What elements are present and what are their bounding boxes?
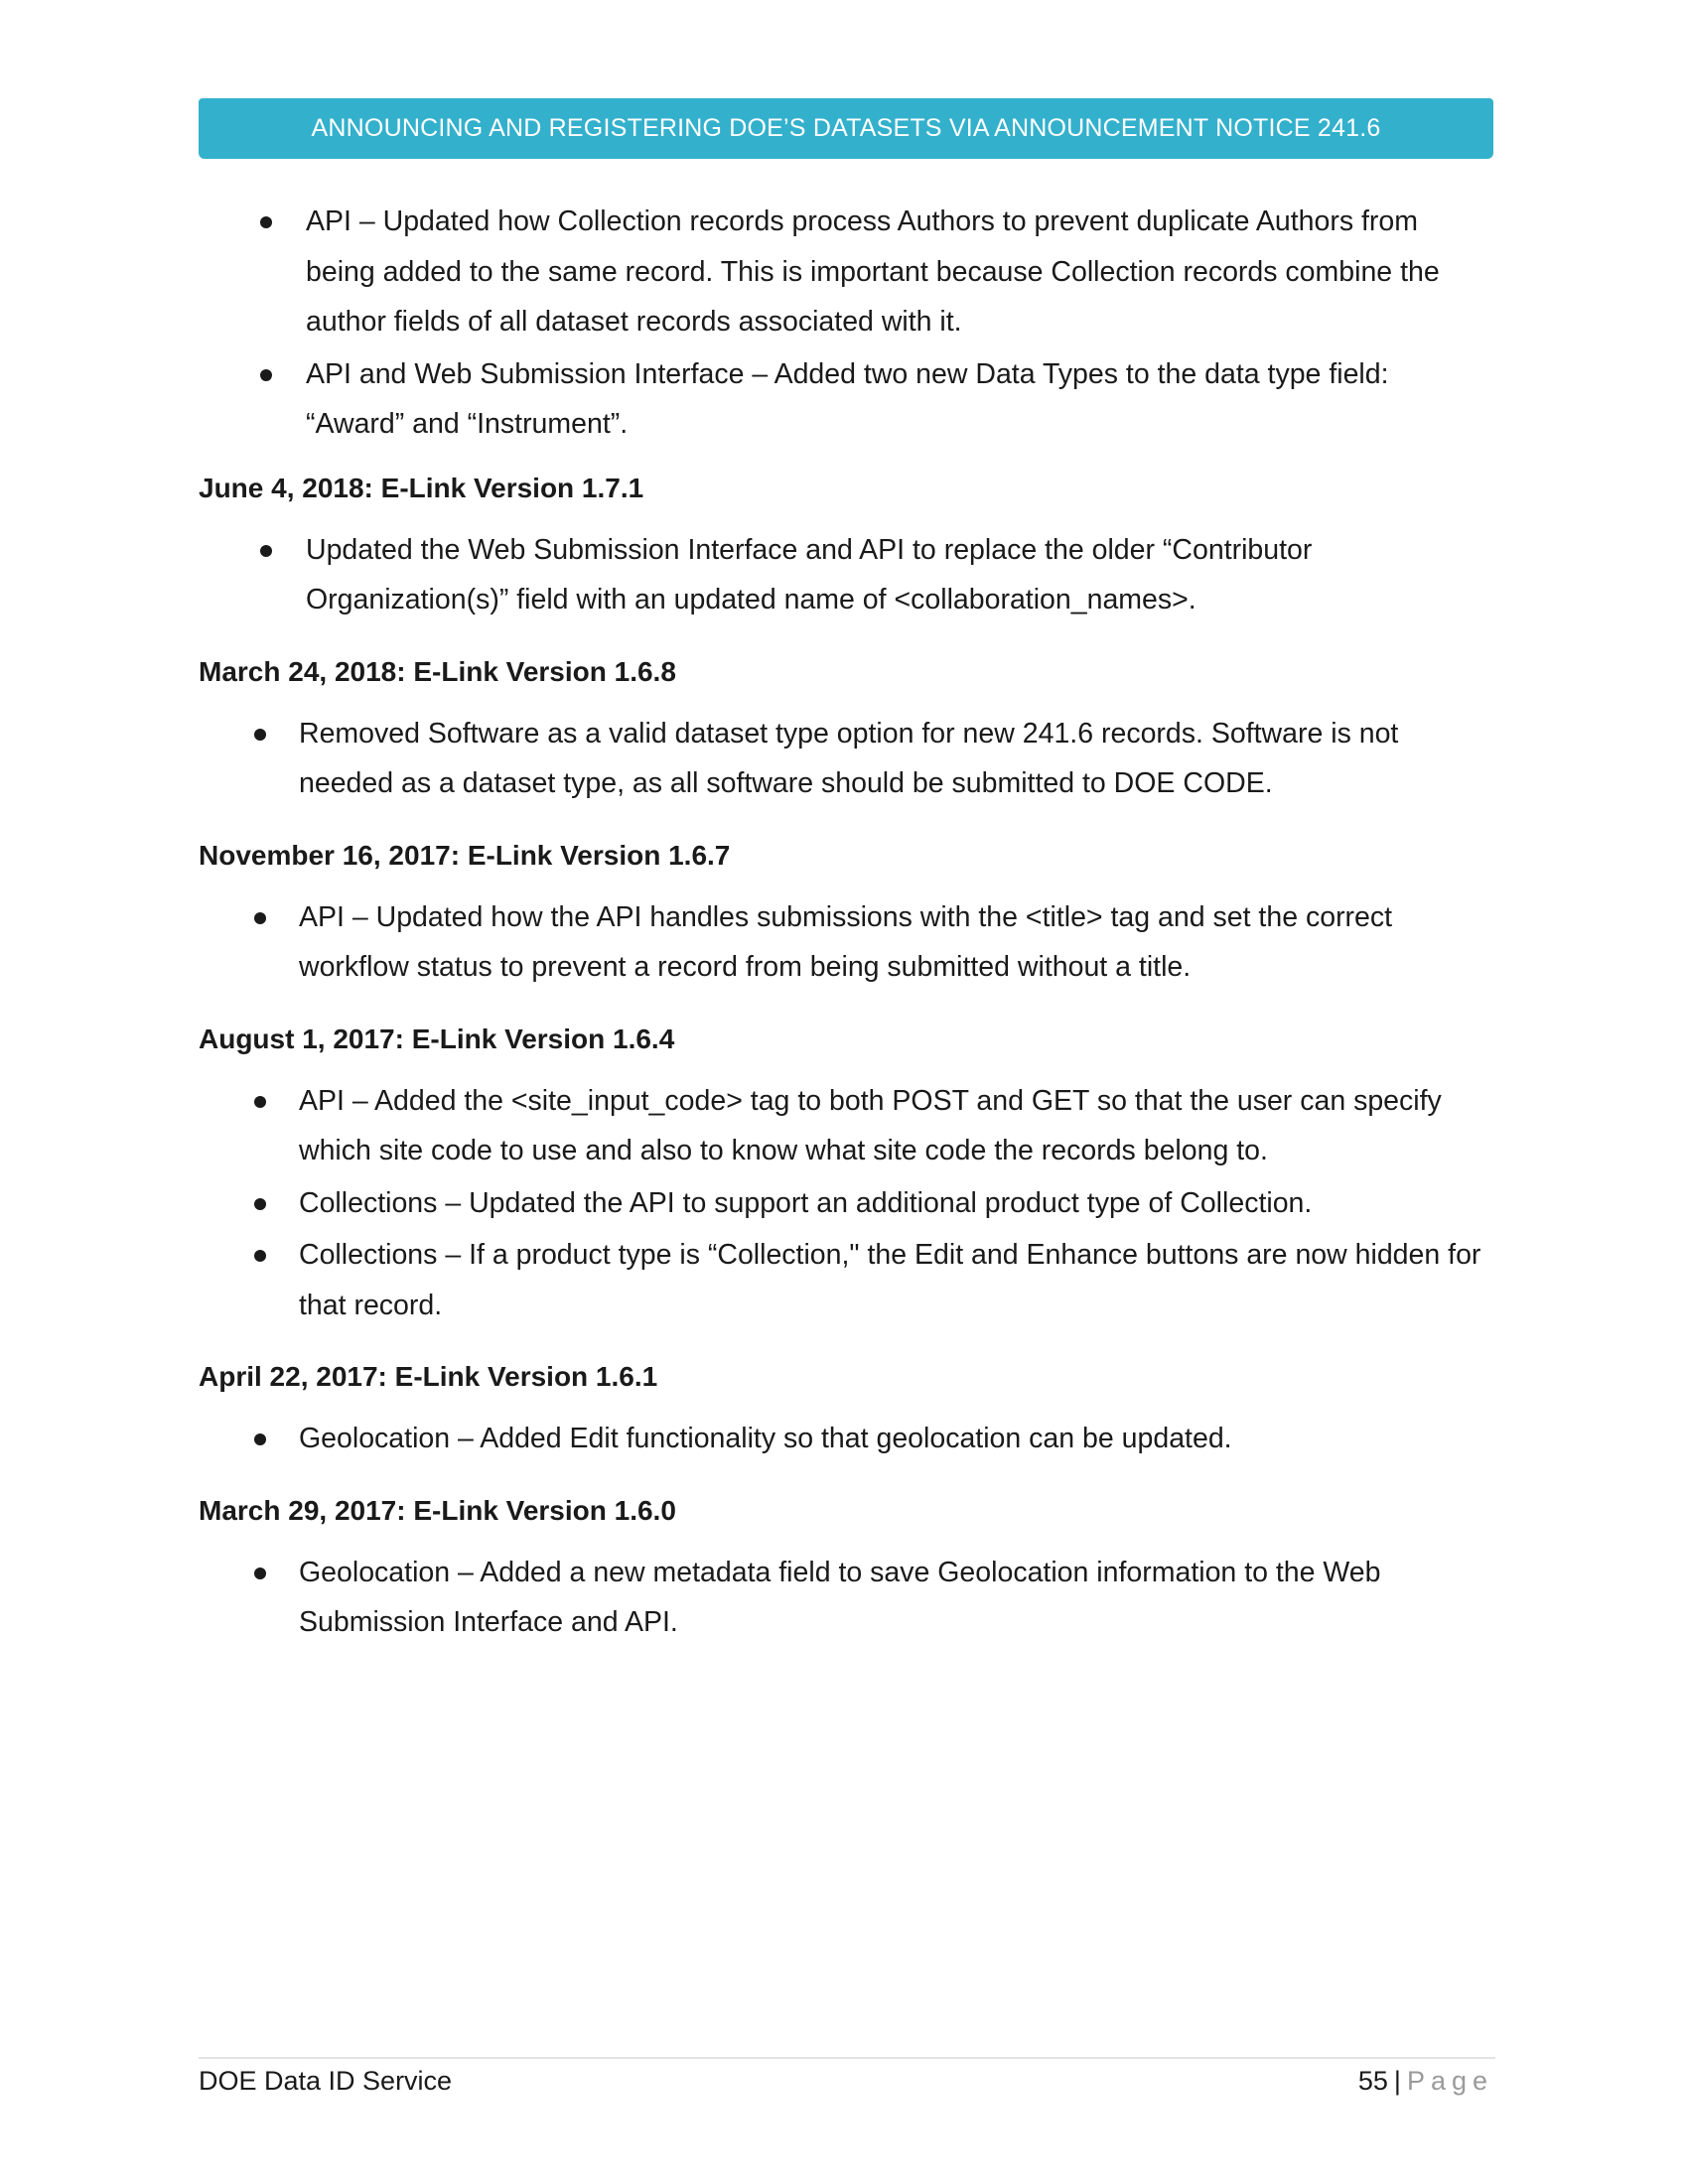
- list-item: [199, 1178, 1493, 1229]
- version-bullet-list: [199, 1414, 1493, 1464]
- bullet-icon: [254, 1568, 266, 1579]
- bullet-icon: [254, 729, 266, 741]
- bullet-icon: [260, 216, 272, 228]
- version-bullet-list: [199, 1076, 1493, 1331]
- list-item: [199, 349, 1493, 450]
- list-item-text: API and Web Submission Interface – Added two new Data Types to the data type field: “Award” and “Instrument”.: [306, 357, 1389, 440]
- document-body: [199, 197, 1493, 1670]
- version-bullet-list: [199, 1548, 1493, 1648]
- header-banner-text: ANNOUNCING AND REGISTERING DOE’S DATASETS VIA ANNOUNCEMENT NOTICE 241.6: [311, 114, 1381, 142]
- page-separator: |: [1393, 2066, 1401, 2096]
- bullet-icon: [254, 1198, 266, 1210]
- bullet-icon: [260, 369, 272, 381]
- footer-title: DOE Data ID Service: [199, 2066, 453, 2096]
- version-section: [199, 1352, 1493, 1464]
- version-heading: August 1, 2017: E-Link Version 1.6.4: [199, 1023, 675, 1054]
- version-section: [199, 1015, 1493, 1331]
- bullet-icon: [254, 1250, 266, 1262]
- page-label: Page: [1406, 2066, 1493, 2096]
- list-item-text: Removed Software as a valid dataset type option for new 241.6 records. Software is not needed as a dataset type, as all software should be submitted to DOE CODE.: [299, 717, 1399, 799]
- list-item-text: API – Updated how the API handles submissions with the <title> tag and set the correct workflow status to prevent a record from being submitted without a title.: [299, 900, 1393, 983]
- list-item: [199, 525, 1493, 625]
- version-heading: March 24, 2018: E-Link Version 1.6.8: [199, 655, 676, 687]
- list-item: [199, 1230, 1493, 1330]
- version-heading: April 22, 2017: E-Link Version 1.6.1: [199, 1361, 658, 1392]
- list-item: [199, 1548, 1493, 1648]
- list-item-text: Geolocation – Added Edit functionality so that geolocation can be updated.: [299, 1423, 1232, 1454]
- bullet-icon: [254, 1096, 266, 1108]
- version-section: [199, 1486, 1493, 1648]
- list-item-text: Updated the Web Submission Interface and API to replace the older “Contributor Organization(s)” field with an updated name of <collaboration_names>.: [306, 533, 1313, 615]
- version-section: [199, 464, 1493, 625]
- list-item: [199, 892, 1493, 993]
- version-bullet-list: [199, 525, 1493, 625]
- header-banner: [199, 98, 1493, 159]
- bullet-icon: [260, 545, 272, 557]
- list-item: [199, 1076, 1493, 1176]
- list-item-text: API – Added the <site_input_code> tag to both POST and GET so that the user can specify which site code to use and also to know what site code the records belong to.: [299, 1084, 1442, 1166]
- version-heading: March 29, 2017: E-Link Version 1.6.0: [199, 1494, 676, 1526]
- list-item-text: Collections – If a product type is “Collection," the Edit and Enhance buttons are now hidden for that record.: [299, 1239, 1481, 1321]
- bullet-icon: [254, 1433, 266, 1445]
- list-item-text: API – Updated how Collection records process Authors to prevent duplicate Authors from being added to the same record. This is important because Collection records combine the author fields of all dataset records associated with it.: [306, 205, 1440, 338]
- list-item: [199, 1414, 1493, 1464]
- footer-page-indicator: [1358, 2061, 1493, 2101]
- list-item-text: Collections – Updated the API to support an additional product type of Collection.: [299, 1186, 1313, 1219]
- version-heading: November 16, 2017: E-Link Version 1.6.7: [199, 839, 731, 871]
- version-bullet-list: [199, 892, 1493, 993]
- list-item-text: Geolocation – Added a new metadata field to save Geolocation information to the Web Submission Interface and API.: [299, 1556, 1381, 1638]
- version-heading: June 4, 2018: E-Link Version 1.7.1: [199, 472, 644, 503]
- bullet-icon: [254, 912, 266, 924]
- version-bullet-list: [199, 709, 1493, 809]
- version-section: [199, 831, 1493, 993]
- footer-divider: [199, 2057, 1495, 2059]
- intro-bullet-list: [199, 197, 1493, 450]
- version-section: [199, 647, 1493, 809]
- list-item: [199, 709, 1493, 809]
- list-item: [199, 197, 1493, 347]
- page-number: 55: [1357, 2066, 1388, 2096]
